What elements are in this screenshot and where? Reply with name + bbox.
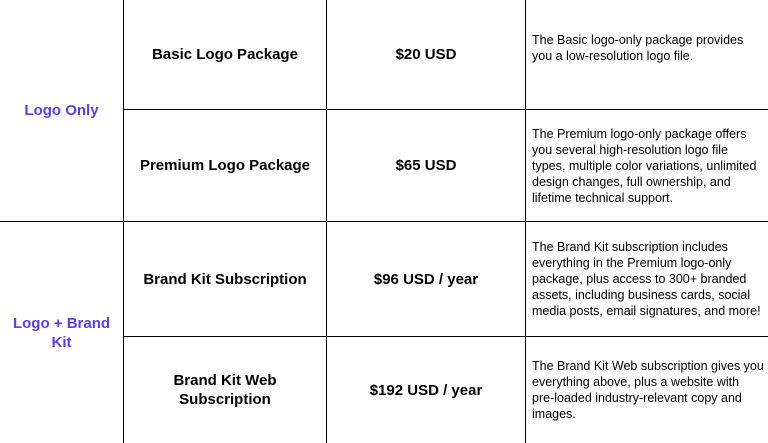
package-price [327, 222, 525, 336]
description-text: The Premium logo-only package offers you several high-resolution logo file types, multiple color variations, unlimited design changes, full ownership, and lifetime technical support. [532, 126, 757, 205]
package-name-text: Basic Logo Package [152, 46, 298, 63]
price-text: $192 USD / year [369, 381, 483, 399]
price-text: $20 USD [395, 46, 457, 63]
group-label-text: Logo + Brand Kit [12, 314, 111, 351]
package-name [124, 337, 326, 443]
group-label-logo-brand-kit [0, 222, 123, 443]
package-description [526, 32, 768, 64]
description-text: The Brand Kit subscription includes everything in the Premium logo-only package, plus access to 300+ branded assets, including business cards, social media posts, email signatures, and more! [532, 240, 761, 318]
package-name-text: Premium Logo Package [139, 157, 311, 174]
package-description [526, 110, 768, 221]
package-price [327, 110, 525, 221]
price-text: $65 USD [395, 157, 457, 174]
package-name [124, 110, 326, 221]
group-label-text: Logo Only [24, 102, 99, 119]
package-price [327, 337, 525, 443]
price-text: $96 USD / year [373, 270, 479, 288]
package-name [124, 222, 326, 336]
package-description [526, 337, 768, 443]
package-name-text: Brand Kit Web Subscription [173, 372, 277, 408]
package-price [327, 0, 525, 109]
description-text: The Brand Kit Web subscription gives you everything above, plus a website with pre-loaded industry-relevant copy and images. [532, 359, 764, 421]
description-text: The Basic logo-only package provides you a low-resolution logo file. [532, 33, 744, 63]
package-description [526, 222, 768, 336]
package-name [124, 0, 326, 109]
group-label-logo-only [0, 0, 123, 221]
package-name-text: Brand Kit Subscription [143, 270, 307, 288]
